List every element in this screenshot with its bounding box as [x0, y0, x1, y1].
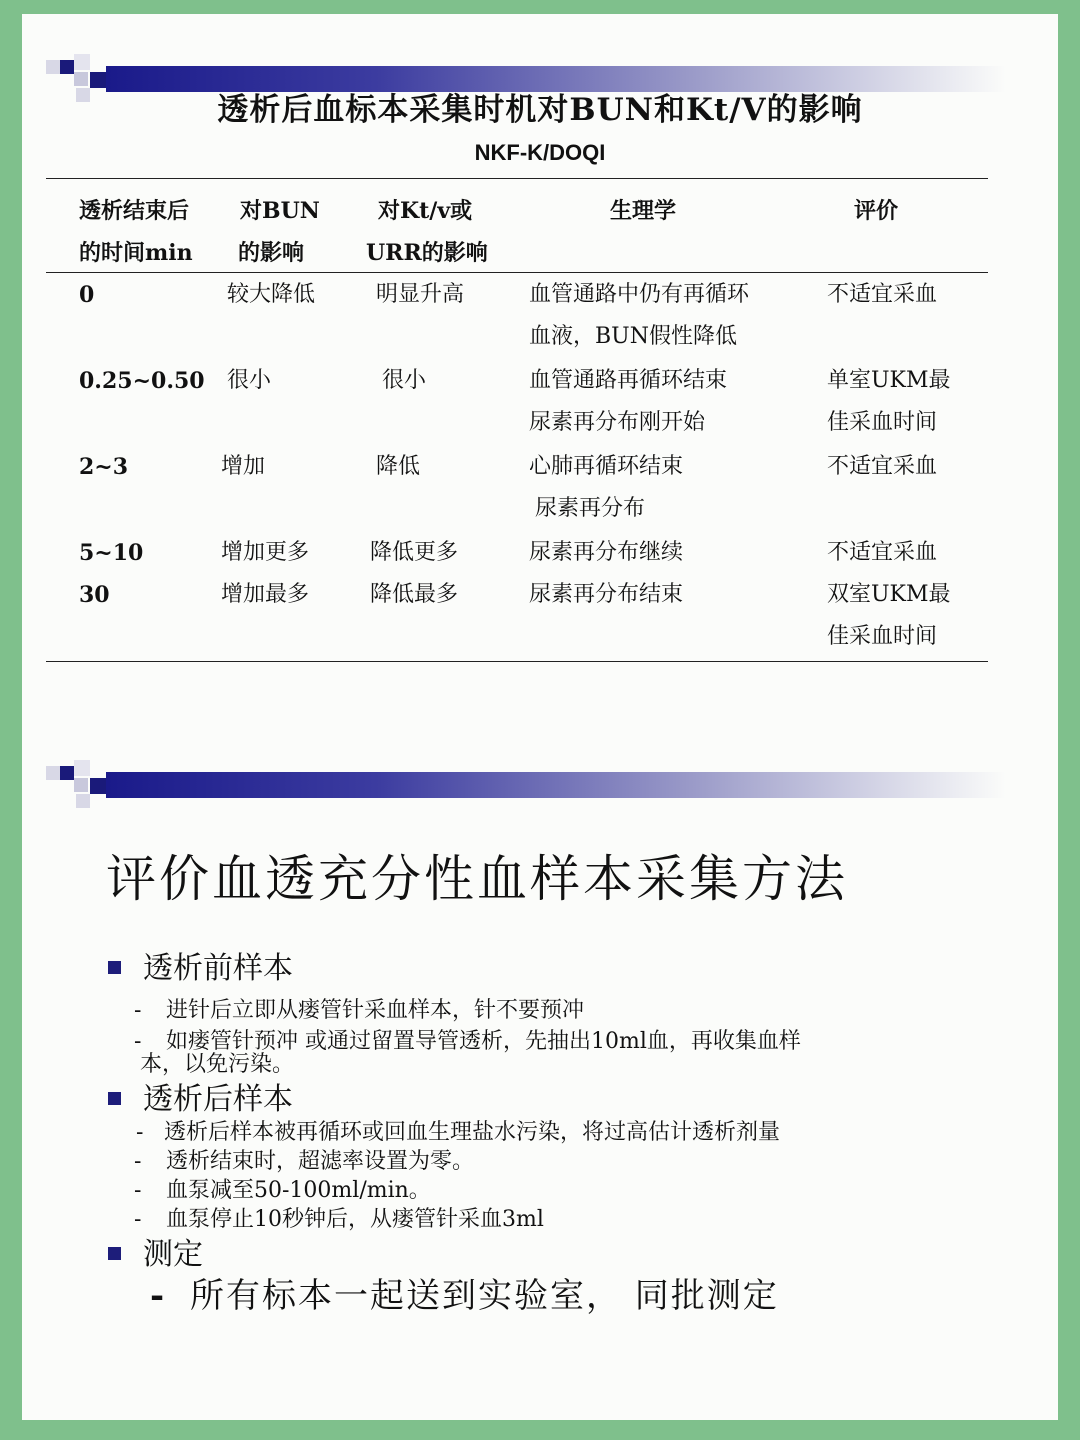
slide-title: 透析后血标本采集时机对BUN和Kt/V的影响 [217, 92, 863, 128]
header-time-line2: 的时间min [79, 240, 193, 266]
deco-square [60, 60, 74, 74]
slide-timing-table [22, 14, 1058, 714]
dash-marker: - [136, 1120, 144, 1145]
header-ktv-line1: 对Kt/v或 [378, 198, 473, 224]
cell-time: 2~3 [79, 454, 129, 480]
cell-ktv: 降低最多 [370, 582, 459, 607]
header-evaluation: 评价 [854, 198, 899, 224]
deco-square [76, 794, 90, 808]
cell-bun: 增加更多 [221, 540, 310, 565]
list-item [134, 1147, 474, 1177]
cell-bun: 较大降低 [227, 282, 316, 307]
list-item-text: 透析后样本被再循环或回血生理盐水污染，将过高估计透析剂量 [164, 1120, 781, 1145]
header-bun-line1: 对BUN [240, 198, 320, 224]
cell-bun: 增加 [221, 454, 266, 479]
deco-square [46, 766, 60, 780]
cell-ktv: 很小 [382, 368, 427, 393]
document-sheet [22, 14, 1058, 1420]
cell-ktv: 降低更多 [370, 540, 459, 565]
cell-time: 0 [79, 282, 95, 308]
cell-evaluation: 佳采血时间 [827, 410, 938, 435]
section-heading [108, 1235, 203, 1275]
list-item [150, 1274, 779, 1318]
list-item-text: 进针后立即从瘘管针采血样本，针不要预冲 [166, 998, 585, 1023]
cell-evaluation: 不适宜采血 [827, 540, 938, 565]
dash-marker: - [134, 1149, 142, 1174]
gradient-bar [106, 772, 1006, 798]
section-heading [108, 1080, 293, 1120]
cell-ktv: 降低 [376, 454, 421, 479]
list-item [134, 996, 584, 1026]
cell-physiology: 尿素再分布刚开始 [529, 410, 706, 435]
list-item-text: 如瘘管针预冲 或通过留置导管透析，先抽出10ml血，再收集血样 [166, 1029, 801, 1054]
deco-square [74, 778, 88, 792]
header-bun-line2: 的影响 [238, 240, 305, 266]
slide-title: 评价血透充分性血样本采集方法 [106, 850, 848, 908]
cell-evaluation: 双室UKM最 [827, 582, 951, 607]
dash-marker: - [134, 1029, 142, 1054]
cell-time: 30 [79, 582, 110, 608]
list-item [134, 1176, 431, 1206]
cell-time: 5~10 [79, 540, 144, 566]
list-item-text: 所有标本一起送到实验室， 同批测定 [190, 1276, 779, 1316]
cell-evaluation: 单室UKM最 [827, 368, 951, 393]
dash-marker: - [134, 1178, 142, 1203]
cell-bun: 很小 [227, 368, 272, 393]
header-ktv-line2: URR的影响 [366, 240, 488, 266]
deco-square [74, 760, 90, 776]
list-item-text: 血泵减至50-100ml/min。 [166, 1178, 431, 1203]
cell-evaluation: 不适宜采血 [827, 454, 938, 479]
cell-time: 0.25~0.50 [79, 368, 205, 394]
cell-evaluation: 不适宜采血 [827, 282, 938, 307]
section-heading-label: 测定 [143, 1237, 203, 1272]
cell-physiology: 血管通路再循环结束 [529, 368, 728, 393]
cell-evaluation: 佳采血时间 [827, 624, 938, 649]
cell-ktv: 明显升高 [376, 282, 465, 307]
slide-subtitle: NKF-K/DOQI [474, 140, 606, 165]
section-heading [108, 949, 293, 989]
list-item-continuation: 本，以免污染。 [140, 1052, 295, 1077]
dash-marker: - [134, 998, 142, 1023]
table-header-rule [46, 272, 988, 273]
list-item-text: 血泵停止10秒钟后，从瘘管针采血3ml [166, 1207, 544, 1232]
list-item [134, 1205, 544, 1235]
dash-marker: - [134, 1207, 142, 1232]
header-band [46, 760, 1006, 810]
cell-physiology: 心肺再循环结束 [529, 454, 684, 479]
deco-square [46, 60, 60, 74]
bullet-square-icon [108, 961, 121, 974]
cell-physiology: 尿素再分布结束 [529, 582, 684, 607]
cell-bun: 增加最多 [221, 582, 310, 607]
deco-square [90, 778, 106, 794]
table-top-rule [46, 178, 988, 179]
dash-marker: - [150, 1276, 167, 1316]
section-heading-label: 透析前样本 [143, 951, 293, 986]
section-heading-label: 透析后样本 [143, 1082, 293, 1117]
header-physiology: 生理学 [610, 198, 677, 224]
list-item [136, 1118, 780, 1148]
cell-physiology: 尿素再分布 [535, 496, 646, 521]
header-time-line1: 透析结束后 [79, 198, 190, 224]
bullet-square-icon [108, 1092, 121, 1105]
cell-physiology: 血管通路中仍有再循环 [529, 282, 750, 307]
cell-physiology: 血液，BUN假性降低 [529, 324, 737, 349]
deco-square [60, 766, 74, 780]
deco-square [74, 54, 90, 70]
list-item-text: 透析结束时，超滤率设置为零。 [166, 1149, 475, 1174]
cell-physiology: 尿素再分布继续 [529, 540, 684, 565]
table-bottom-rule [46, 661, 988, 662]
slide-sampling-method [22, 744, 1058, 1420]
bullet-square-icon [108, 1247, 121, 1260]
